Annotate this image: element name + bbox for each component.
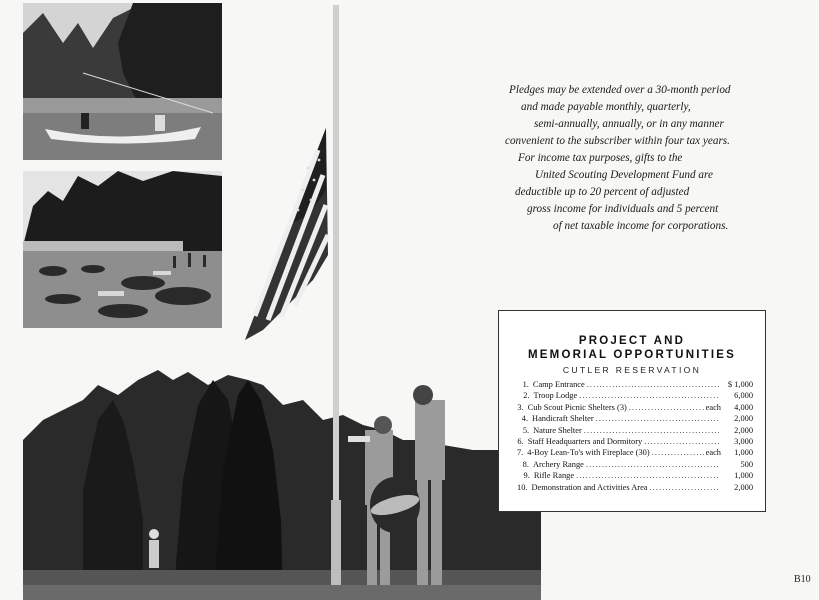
project-item <box>517 470 753 481</box>
pledge-line: semi-annually, annually, or in any manner <box>534 118 724 130</box>
leader-dots <box>579 390 719 401</box>
project-list <box>517 379 753 493</box>
item-amount: 2,000 <box>734 425 753 435</box>
item-amount: 1,000 <box>734 471 753 481</box>
leader-dots <box>652 447 704 458</box>
leader-dots <box>629 402 704 413</box>
box-subtitle: CUTLER RESERVATION <box>562 365 702 375</box>
leader-dots <box>596 413 719 424</box>
box-title-line2: MEMORIAL OPPORTUNITIES <box>528 349 736 361</box>
box-title-line1: PROJECT AND <box>578 335 686 347</box>
item-number: 7. <box>517 448 524 458</box>
item-name: Rifle Range <box>533 471 575 481</box>
item-unit: each <box>705 402 721 412</box>
leader-dots <box>587 379 719 390</box>
pledge-line: Pledges may be extended over a 30-month period <box>509 84 731 96</box>
item-name: Handicraft Shelter <box>532 414 594 424</box>
item-name: Cub Scout Picnic Shelters (3) <box>527 402 627 412</box>
pledge-paragraph <box>505 82 765 235</box>
page-number: B10 <box>794 574 811 585</box>
leader-dots <box>576 470 719 481</box>
item-name: Archery Range <box>532 459 584 469</box>
project-item <box>517 402 753 413</box>
project-opportunities-box <box>498 310 766 512</box>
project-item <box>517 379 753 390</box>
flag-ceremony-photo <box>23 0 541 600</box>
item-amount: 500 <box>740 459 753 469</box>
project-item <box>517 482 753 493</box>
item-amount: 4,000 <box>734 402 753 412</box>
item-name: Staff Headquarters and Dormitory <box>527 437 643 447</box>
item-number: 5. <box>522 425 530 435</box>
project-item <box>517 425 753 436</box>
item-name: Demonstration and Activities Area <box>531 482 648 492</box>
item-number: 6. <box>517 437 524 447</box>
project-item <box>517 436 753 447</box>
item-amount: 2,000 <box>734 414 753 424</box>
item-name: Troop Lodge <box>533 391 578 401</box>
item-name: Camp Entrance <box>532 380 585 389</box>
pledge-line: convenient to the subscriber within four tax years. <box>505 135 730 147</box>
item-name: 4-Boy Lean-To's with Fireplace (30) <box>527 448 650 458</box>
pledge-line: United Scouting Development Fund are <box>535 169 713 181</box>
item-number: 8. <box>522 459 529 469</box>
project-item <box>517 459 753 470</box>
item-number: 2. <box>523 391 530 401</box>
project-item <box>517 447 753 458</box>
item-number: 9. <box>523 471 530 481</box>
item-amount: 1,000 <box>734 448 753 458</box>
leader-dots <box>586 459 719 470</box>
pledge-line: deductible up to 20 percent of adjusted <box>515 186 690 198</box>
leader-dots <box>584 425 719 436</box>
item-amount: 2,000 <box>734 482 753 492</box>
item-amount: $ 1,000 <box>727 380 753 389</box>
project-item <box>517 390 753 401</box>
item-number: 10. <box>517 482 528 492</box>
item-number: 3. <box>517 402 524 412</box>
item-number: 1. <box>522 380 529 389</box>
item-unit: each <box>705 448 721 458</box>
item-number: 4. <box>521 414 529 424</box>
item-amount: 6,000 <box>734 391 753 401</box>
project-item <box>517 413 753 424</box>
item-name: Nature Shelter <box>533 425 582 435</box>
pledge-line: gross income for individuals and 5 percent <box>527 203 719 215</box>
pledge-line: and made payable monthly, quarterly, <box>521 101 691 113</box>
leader-dots <box>644 436 719 447</box>
item-amount: 3,000 <box>734 437 753 447</box>
leader-dots <box>650 482 719 493</box>
pledge-line: of net taxable income for corporations. <box>553 220 729 232</box>
pledge-line: For income tax purposes, gifts to the <box>518 152 683 164</box>
